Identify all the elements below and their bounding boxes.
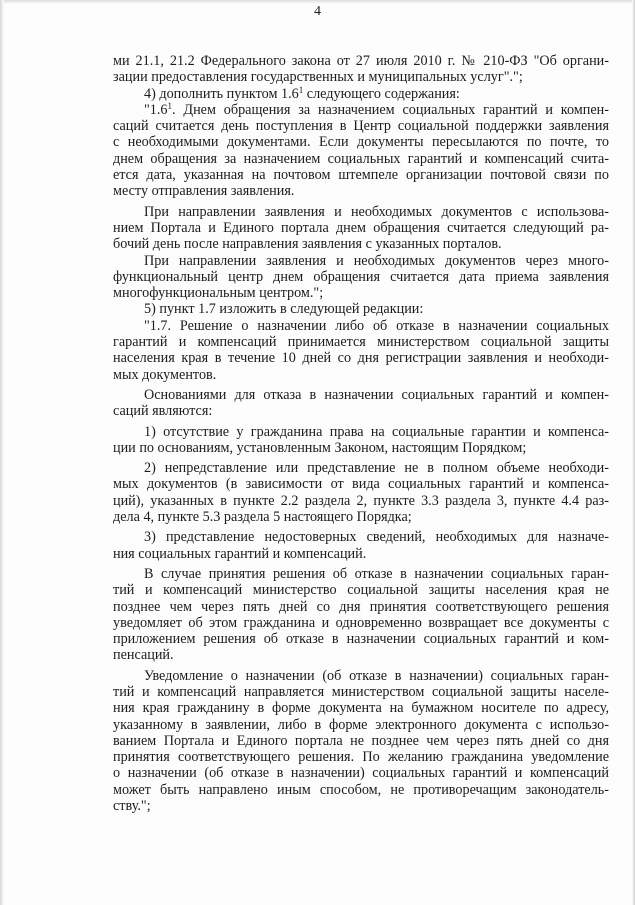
text-line bbox=[113, 647, 609, 663]
text-line-content: Основаниями для отказа в назначении социальных гарантий и компен- bbox=[144, 386, 609, 403]
text-line-content: днем обращения за назначением социальных гарантий и компенсаций счита- bbox=[113, 150, 609, 167]
text-line-content: населения края в течение 10 дней со дня регистрации заявления и необходи- bbox=[113, 350, 609, 367]
text-line-continuation: следующего содержания: bbox=[303, 85, 460, 102]
text-line-content: ми 21.1, 21.2 Федерального закона от 27 июля 2010 г. № 210-ФЗ "Об органи- bbox=[113, 53, 609, 69]
superscript: 1 bbox=[298, 85, 304, 95]
text-line-content: мых документов (в зависимости от вида социальных гарантий и компенса- bbox=[113, 476, 609, 493]
text-line bbox=[113, 269, 609, 285]
text-line bbox=[113, 599, 609, 615]
text-line bbox=[113, 440, 609, 456]
text-line-content: нием Портала и Единого портала днем обращения считается следующий ра- bbox=[113, 219, 609, 236]
text-line-content: "1.6 bbox=[144, 101, 168, 118]
text-line-content: "1.7. Решение о назначении либо об отказе в назначении социальных bbox=[144, 317, 609, 334]
text-line-content: с необходимыми документами. Если документы пересылаются по почте, то bbox=[113, 134, 609, 151]
superscript: 1 bbox=[167, 101, 173, 111]
text-line-content: позднее чем через пять дней со дня принятия соответствующего решения bbox=[113, 598, 609, 615]
text-line bbox=[113, 220, 609, 236]
text-line-content: функциональный центр днем обращения считается дата приема заявления bbox=[113, 268, 609, 285]
text-line-content: может быть направлено иным способом, не противоречащим законодатель- bbox=[113, 781, 609, 798]
text-line bbox=[113, 493, 609, 509]
text-line-content: В случае принятия решения об отказе в назначении социальных гаран- bbox=[144, 565, 609, 582]
text-line-content: бочий день после направления заявления с указанных порталов. bbox=[113, 236, 502, 253]
text-line bbox=[113, 717, 609, 733]
text-line bbox=[113, 529, 609, 545]
text-line bbox=[113, 387, 609, 403]
text-line-content: ции по основаниям, установленным Законом, настоящим Порядком; bbox=[113, 439, 527, 456]
text-line bbox=[113, 134, 609, 150]
text-line-content: При направлении заявления и необходимых документов через много- bbox=[144, 252, 609, 269]
text-line bbox=[113, 615, 609, 631]
text-line-content: дела 4, пункте 5.3 раздела 5 настоящего Порядка; bbox=[113, 509, 412, 526]
text-line bbox=[113, 183, 609, 199]
text-line-continuation: . Днем обращения за назначением социальных гарантий и компен- bbox=[172, 101, 609, 118]
text-line bbox=[113, 582, 609, 598]
text-line bbox=[113, 253, 609, 269]
text-line-content: ния края гражданину в форме документа на бумажном носителе по адресу, bbox=[113, 700, 609, 717]
text-line-content: многофункциональным центром."; bbox=[113, 285, 324, 302]
text-line-content: Уведомление о назначении (об отказе в назначении) социальных гаран- bbox=[144, 667, 609, 684]
text-line-content: При направлении заявления и необходимых документов с использова- bbox=[144, 203, 609, 220]
scan-edge-left bbox=[0, 0, 4, 905]
text-line-content: пенсаций. bbox=[113, 647, 174, 664]
text-line bbox=[113, 668, 609, 684]
text-line bbox=[113, 684, 609, 700]
text-line bbox=[113, 546, 609, 562]
document-body bbox=[113, 53, 609, 814]
text-line bbox=[113, 798, 609, 814]
text-line bbox=[113, 285, 609, 301]
text-line bbox=[113, 424, 609, 440]
text-line-content: мых документов. bbox=[113, 366, 217, 383]
text-line-content: ванием Портала и Единого портала не позднее чем через пять дней со дня bbox=[113, 732, 609, 749]
text-line-content: 5) пункт 1.7 изложить в следующей редакции: bbox=[144, 301, 424, 318]
text-line-content: уведомляет об этом гражданина и одновременно возвращает все документы с bbox=[113, 614, 609, 631]
page-number: 4 bbox=[314, 4, 321, 19]
text-line-content: ется дата, указанная на почтовом штемпеле организации почтовой связи по bbox=[113, 167, 609, 184]
text-line bbox=[113, 476, 609, 492]
text-line bbox=[113, 301, 609, 317]
text-line bbox=[113, 403, 609, 419]
text-line bbox=[113, 151, 609, 167]
text-line-content: 4) дополнить пунктом 1.6 bbox=[144, 85, 299, 102]
text-line-content: саций считается день поступления в Центр социальной поддержки заявления bbox=[113, 118, 609, 135]
text-line-content: принятия соответствующего решения. По желанию гражданина уведомление bbox=[113, 749, 609, 766]
text-line bbox=[113, 118, 609, 134]
text-line bbox=[113, 204, 609, 220]
text-line bbox=[113, 509, 609, 525]
text-line bbox=[113, 782, 609, 798]
text-line bbox=[113, 350, 609, 366]
text-line bbox=[113, 86, 609, 102]
text-line-content: 2) непредставление или представление не в полном объеме необходи- bbox=[144, 460, 609, 477]
text-line-content: саций являются: bbox=[113, 403, 213, 420]
text-line bbox=[113, 460, 609, 476]
text-line bbox=[113, 749, 609, 765]
text-line-content: 3) представление недостоверных сведений, необходимых для назначе- bbox=[144, 529, 609, 546]
text-line bbox=[113, 69, 609, 85]
text-line bbox=[113, 102, 609, 118]
text-line bbox=[113, 334, 609, 350]
text-line bbox=[113, 765, 609, 781]
text-line-content: гарантий и компенсаций принимается министерством социальной защиты bbox=[113, 334, 609, 351]
text-line-content: приложением решения об отказе в назначении социальных гарантий и ком- bbox=[113, 631, 609, 648]
text-line-content: тий и компенсаций министерство социальной защиты населения края не bbox=[113, 582, 609, 599]
text-line bbox=[113, 733, 609, 749]
text-line-content: о назначении (об отказе в назначении) социальных гарантий и компенсаций bbox=[113, 765, 609, 782]
text-line bbox=[113, 167, 609, 183]
text-line bbox=[113, 700, 609, 716]
text-line-content: 1) отсутствие у гражданина права на социальные гарантии и компенса- bbox=[144, 423, 609, 440]
text-line-content: указанному в заявлении, либо в форме электронного документа с использо- bbox=[113, 716, 609, 733]
text-line bbox=[113, 236, 609, 252]
text-line-content: ций), указанных в пункте 2.2 раздела 2, пункте 3.3 раздела 3, пункте 4.4 раз- bbox=[113, 492, 609, 509]
text-line-content: тий и компенсаций направляется министерством социальной защиты населе- bbox=[113, 683, 609, 700]
text-line-content: зации предоставления государственных и муниципальных услуг"."; bbox=[113, 69, 523, 86]
text-line bbox=[113, 367, 609, 383]
text-line bbox=[113, 566, 609, 582]
text-line bbox=[113, 318, 609, 334]
text-line bbox=[113, 53, 609, 69]
text-line bbox=[113, 631, 609, 647]
text-line-content: месту отправления заявления. bbox=[113, 183, 295, 200]
text-line-content: ния социальных гарантий и компенсаций. bbox=[113, 545, 367, 562]
text-line-content: ству."; bbox=[113, 798, 151, 815]
